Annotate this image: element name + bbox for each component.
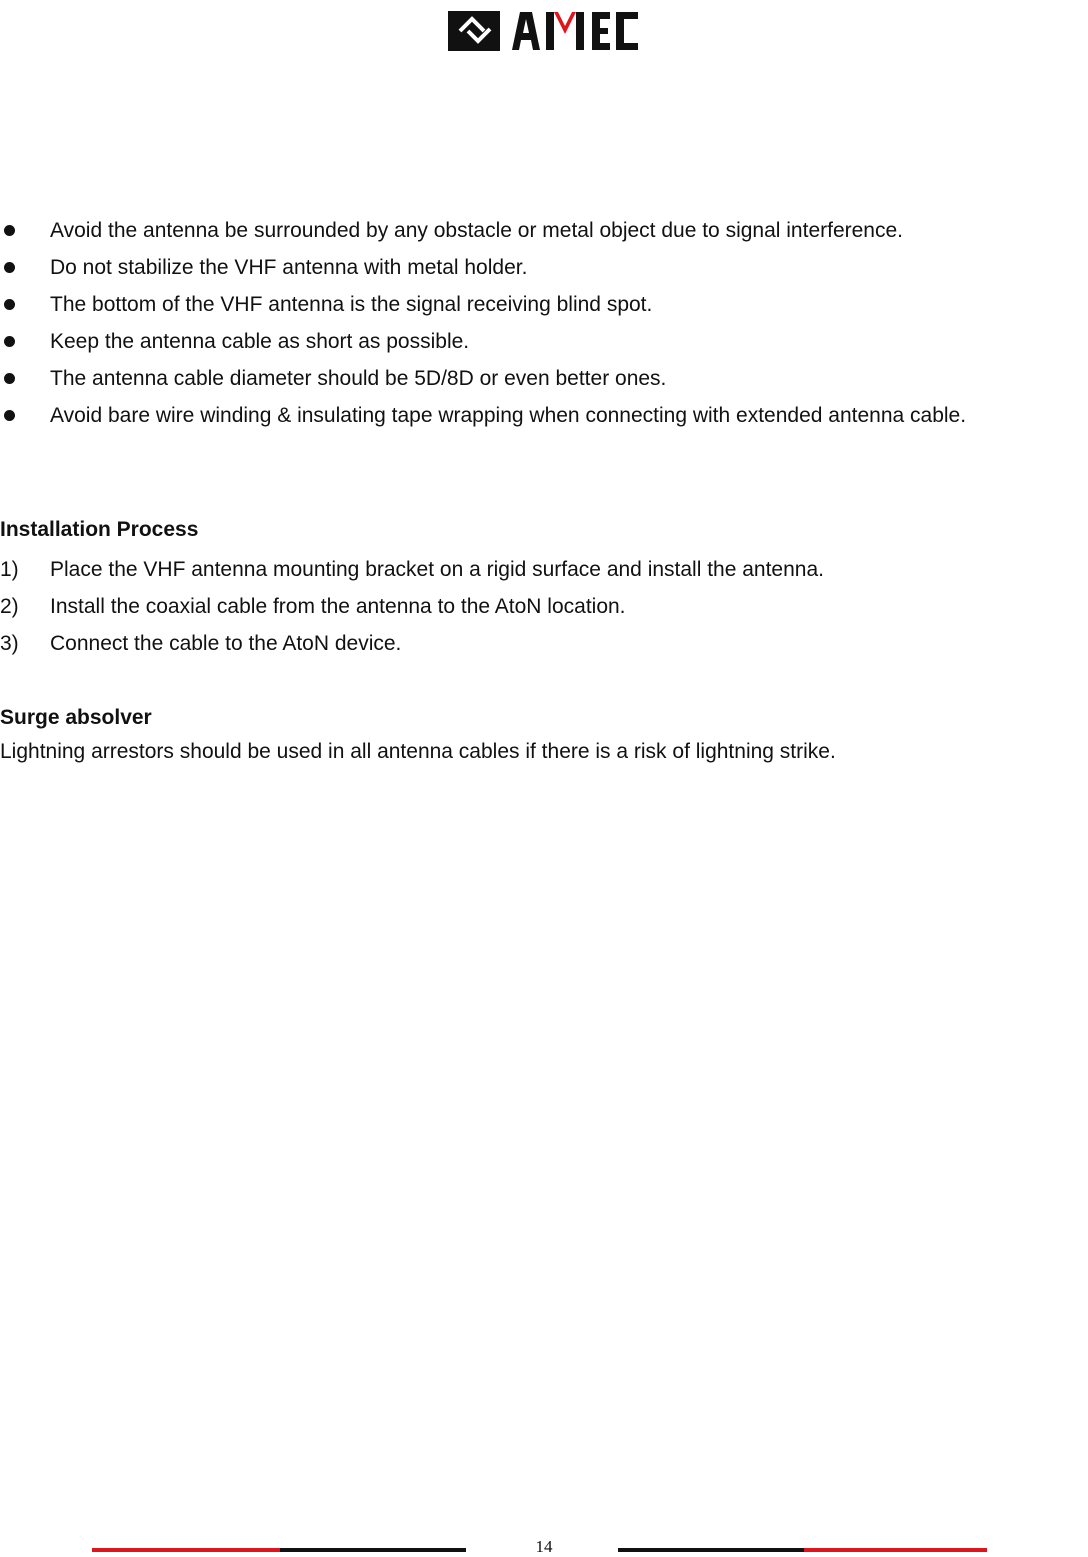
amec-logo — [448, 6, 640, 54]
footer-rule-left-black — [280, 1548, 466, 1552]
list-item — [0, 323, 1088, 360]
amec-logo-graphic — [448, 6, 640, 54]
step-item — [0, 588, 1088, 625]
list-item — [0, 286, 1088, 323]
bullet-icon — [4, 225, 15, 236]
bullet-icon — [4, 299, 15, 310]
bullet-icon — [4, 262, 15, 273]
footer-rule-right-black — [618, 1548, 804, 1552]
step-number: 2) — [0, 595, 19, 618]
list-item-text: Avoid bare wire winding & insulating tape wrapping when connecting with extended antenna cable. — [50, 404, 967, 427]
bullet-icon — [4, 410, 15, 421]
surge-paragraph: Lightning arrestors should be used in all antenna cables if there is a risk of lightning strike. — [0, 740, 836, 763]
surge-heading: Surge absolver — [0, 706, 152, 729]
step-item — [0, 551, 1088, 588]
step-text: Connect the cable to the AtoN device. — [50, 632, 402, 655]
list-item-text: Avoid the antenna be surrounded by any obstacle or metal object due to signal interference. — [50, 219, 904, 242]
page-footer — [0, 1536, 1088, 1557]
step-item — [0, 625, 1088, 662]
step-number: 1) — [0, 558, 19, 581]
footer-rule-left-red — [92, 1548, 280, 1552]
bullet-icon — [4, 336, 15, 347]
list-item — [0, 249, 1088, 286]
page-number: 14 — [535, 1537, 553, 1556]
footer-rule-right-red — [804, 1548, 987, 1552]
installation-steps — [0, 551, 1088, 662]
list-item — [0, 212, 1088, 249]
step-text: Install the coaxial cable from the antenna to the AtoN location. — [50, 595, 626, 618]
list-item-text: The antenna cable diameter should be 5D/8D or even better ones. — [50, 367, 667, 390]
step-text: Place the VHF antenna mounting bracket on a rigid surface and install the antenna. — [50, 558, 824, 581]
list-item-text: Keep the antenna cable as short as possible. — [50, 330, 470, 353]
list-item-text: Do not stabilize the VHF antenna with metal holder. — [50, 256, 528, 279]
list-item — [0, 397, 1088, 434]
installation-heading: Installation Process — [0, 518, 199, 541]
guidelines-list — [0, 212, 1088, 434]
list-item-text: The bottom of the VHF antenna is the signal receiving blind spot. — [50, 293, 653, 316]
list-item — [0, 360, 1088, 397]
bullet-icon — [4, 373, 15, 384]
step-number: 3) — [0, 632, 19, 655]
